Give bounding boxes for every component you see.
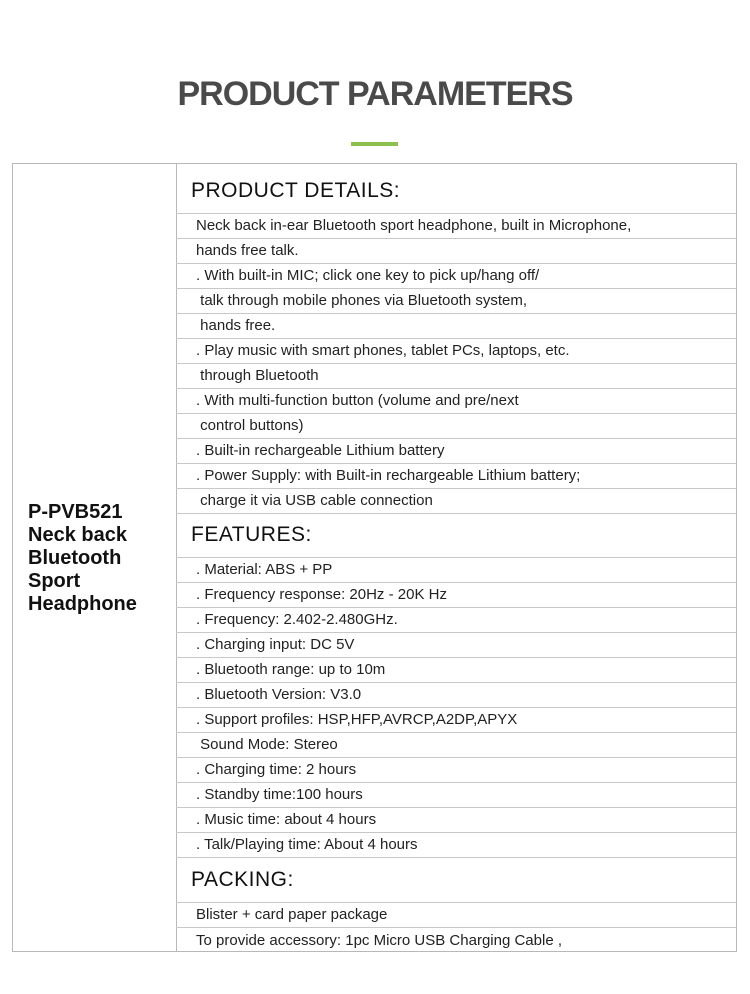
detail-row xyxy=(176,758,736,783)
detail-text: control buttons) xyxy=(196,417,304,434)
detail-row xyxy=(176,583,736,608)
title-underline xyxy=(351,142,398,146)
section-heading-text: FEATURES: xyxy=(191,523,312,546)
detail-row xyxy=(176,558,736,583)
detail-text: . Play music with smart phones, tablet PCs, laptops, etc. xyxy=(196,342,570,359)
section-heading xyxy=(176,164,736,214)
detail-text: . Bluetooth Version: V3.0 xyxy=(196,686,362,703)
detail-row xyxy=(176,658,736,683)
product-name-cell xyxy=(13,164,177,951)
detail-text: through Bluetooth xyxy=(196,367,319,384)
detail-row xyxy=(176,683,736,708)
detail-row xyxy=(176,214,736,239)
detail-text: . Talk/Playing time: About 4 hours xyxy=(196,836,418,853)
detail-row xyxy=(176,289,736,314)
parameters-table xyxy=(12,163,737,952)
detail-text: charge it via USB cable connection xyxy=(196,492,433,509)
detail-row xyxy=(176,314,736,339)
detail-text: Blister + card paper package xyxy=(196,906,388,923)
detail-row xyxy=(176,928,736,953)
product-name-line: Sport xyxy=(28,570,81,592)
detail-text: Neck back in-ear Bluetooth sport headphone, built in Microphone, xyxy=(196,217,632,234)
product-name-line: Bluetooth xyxy=(28,547,122,569)
section-heading-text: PRODUCT DETAILS: xyxy=(191,179,401,202)
detail-text: . Support profiles: HSP,HFP,AVRCP,A2DP,APYX xyxy=(196,711,518,728)
detail-text: hands free talk. xyxy=(196,242,299,259)
detail-row xyxy=(176,364,736,389)
detail-text: . Bluetooth range: up to 10m xyxy=(196,661,386,678)
detail-row xyxy=(176,808,736,833)
detail-row xyxy=(176,833,736,858)
product-name xyxy=(28,501,137,616)
detail-text: . Standby time:100 hours xyxy=(196,786,363,803)
page-title: PRODUCT PARAMETERS xyxy=(177,75,573,113)
detail-text: . Charging time: 2 hours xyxy=(196,761,357,778)
detail-row xyxy=(176,339,736,364)
detail-text: . Built-in rechargeable Lithium battery xyxy=(196,442,445,459)
section-heading-text: PACKING: xyxy=(191,868,294,891)
product-name-line: Headphone xyxy=(28,593,137,615)
detail-row xyxy=(176,708,736,733)
detail-text: . Frequency response: 20Hz - 20K Hz xyxy=(196,586,447,603)
detail-text: . Power Supply: with Built-in rechargeable Lithium battery; xyxy=(196,467,581,484)
detail-text: . With multi-function button (volume and pre/next xyxy=(196,392,519,409)
detail-text: To provide accessory: 1pc Micro USB Charging Cable , xyxy=(196,932,562,949)
detail-row xyxy=(176,608,736,633)
detail-text: . With built-in MIC; click one key to pick up/hang off/ xyxy=(196,267,540,284)
detail-text: . Charging input: DC 5V xyxy=(196,636,355,653)
detail-row xyxy=(176,489,736,514)
detail-row xyxy=(176,633,736,658)
detail-text: talk through mobile phones via Bluetooth system, xyxy=(196,292,528,309)
detail-row xyxy=(176,414,736,439)
detail-text: . Music time: about 4 hours xyxy=(196,811,377,828)
detail-text: hands free. xyxy=(196,317,276,334)
detail-row xyxy=(176,903,736,928)
detail-text: Sound Mode: Stereo xyxy=(196,736,338,753)
detail-row xyxy=(176,783,736,808)
detail-row xyxy=(176,439,736,464)
product-name-line: Neck back xyxy=(28,524,127,546)
detail-text: . Frequency: 2.402-2.480GHz. xyxy=(196,611,398,628)
detail-row xyxy=(176,264,736,289)
detail-row xyxy=(176,733,736,758)
detail-row xyxy=(176,389,736,414)
product-name-line: P-PVB521 xyxy=(28,501,123,523)
detail-row xyxy=(176,239,736,264)
section-heading xyxy=(176,858,736,903)
detail-row xyxy=(176,464,736,489)
detail-text: . Material: ABS + PP xyxy=(196,561,333,578)
section-heading xyxy=(176,514,736,558)
